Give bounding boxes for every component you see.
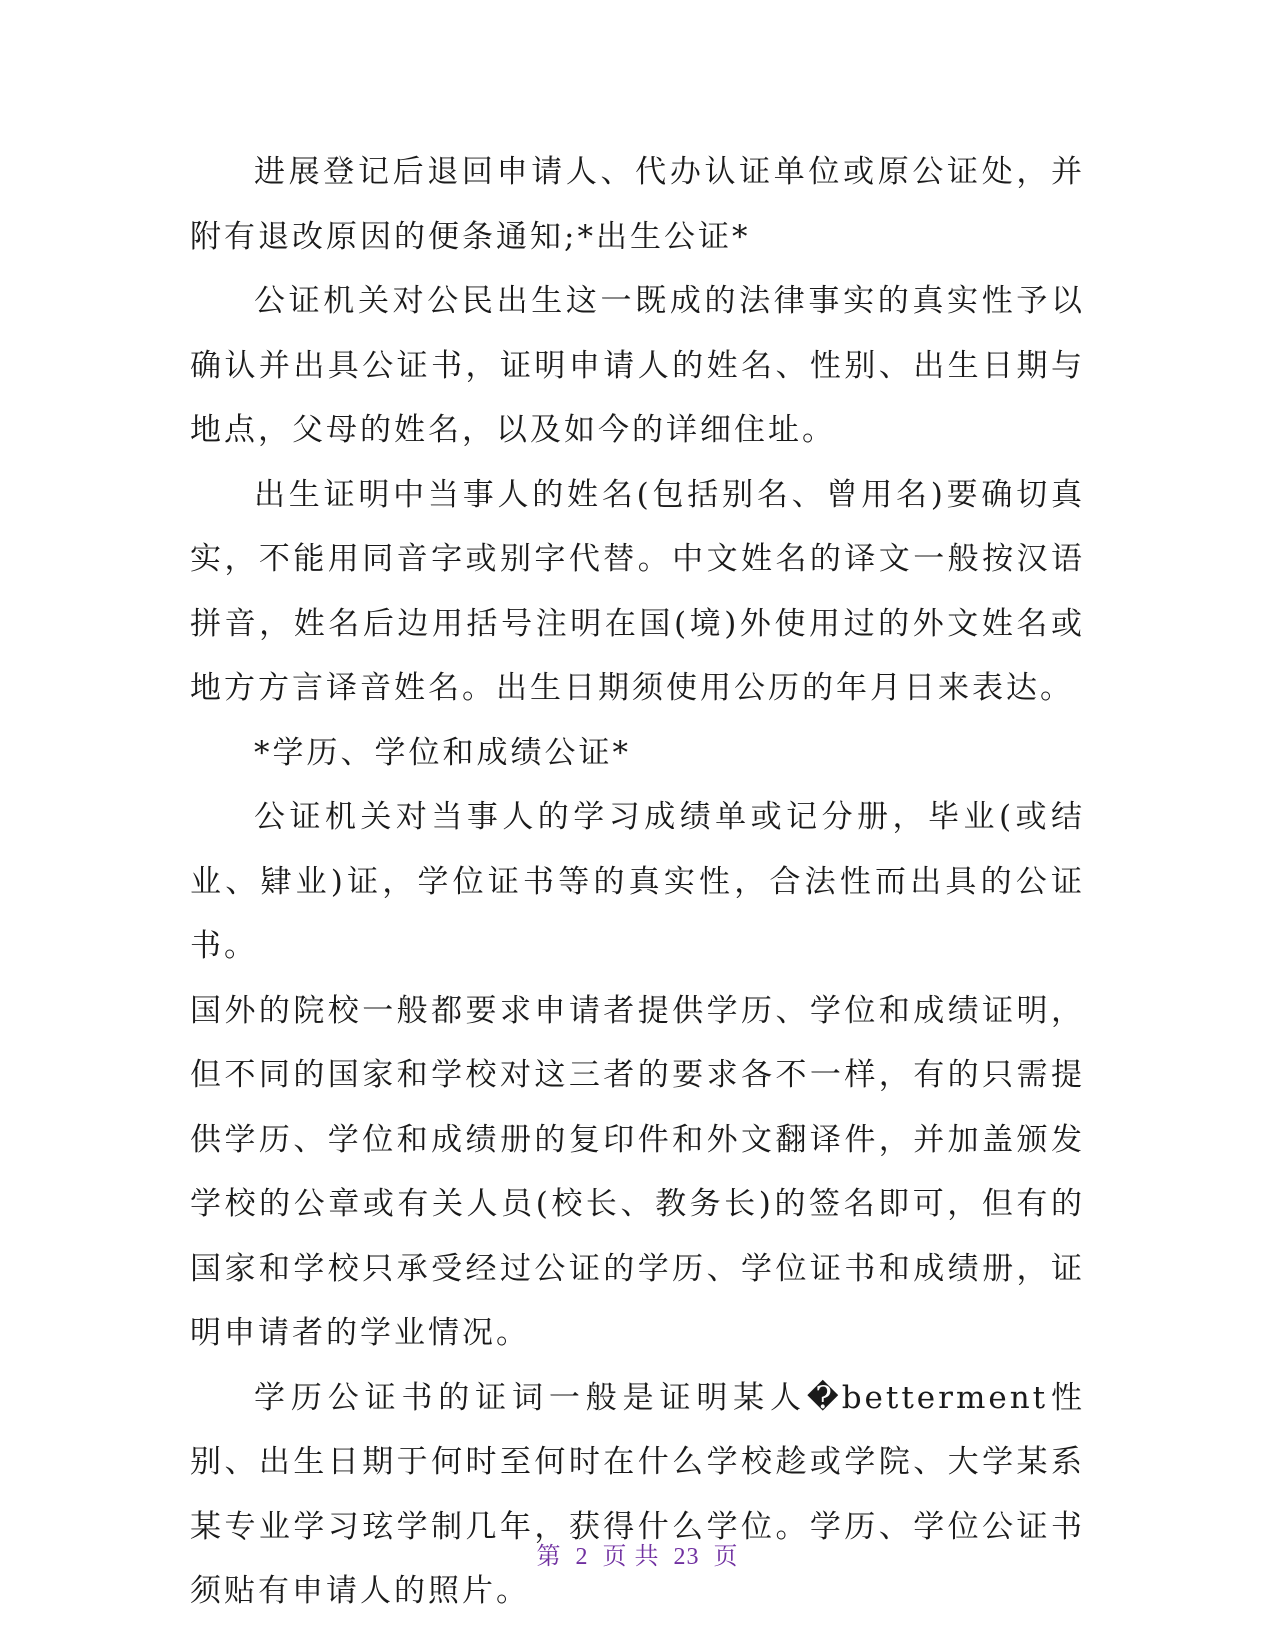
paragraph-2: 公证机关对公民出生这一既成的法律事实的真实性予以确认并出具公证书，证明申请人的姓名、性别、出生日期与地点，父母的姓名，以及如今的详细住址。	[190, 283, 1085, 448]
page-number-total: 23	[673, 1544, 700, 1570]
paragraph-6: 学历公证书的证词一般是证明某人�betterment性别、出生日期于何时至何时在什么学校趁或学院、大学某系某专业学习玹学制几年，获得什么学位。学历、学位公证书须贴有申请人的照片。	[190, 1379, 1085, 1609]
paragraph-4: 公证机关对当事人的学习成绩单或记分册，毕业(或结业、肄业)证，学位证书等的真实性，合法性而出具的公证书。	[190, 799, 1085, 964]
footer-middle: 页 共	[602, 1544, 660, 1570]
footer-suffix: 页	[713, 1544, 739, 1570]
page-number-current: 2	[575, 1544, 589, 1570]
page-footer	[0, 1536, 1275, 1571]
paragraph-3: 出生证明中当事人的姓名(包括别名、曾用名)要确切真实，不能用同音字或别字代替。中文姓名的译文一般按汉语拼音，姓名后边用括号注明在国(境)外使用过的外文姓名或地方方言译音姓名。出生日期须使用公历的年月日来表达。	[190, 476, 1085, 706]
paragraph-5: 国外的院校一般都要求申请者提供学历、学位和成绩证明，但不同的国家和学校对这三者的要求各不一样，有的只需提供学历、学位和成绩册的复印件和外文翻译件，并加盖颁发学校的公章或有关人员(校长、教务长)的签名即可，但有的国家和学校只承受经过公证的学历、学位证书和成绩册，证明申请者的学业情况。	[190, 992, 1085, 1351]
paragraph-1: 进展登记后退回申请人、代办认证单位或原公证处，并附有退改原因的便条通知;*出生公证*	[190, 154, 1085, 255]
section-heading-education: *学历、学位和成绩公证*	[254, 734, 631, 771]
document-body	[190, 140, 1085, 1624]
footer-prefix: 第	[536, 1544, 562, 1570]
